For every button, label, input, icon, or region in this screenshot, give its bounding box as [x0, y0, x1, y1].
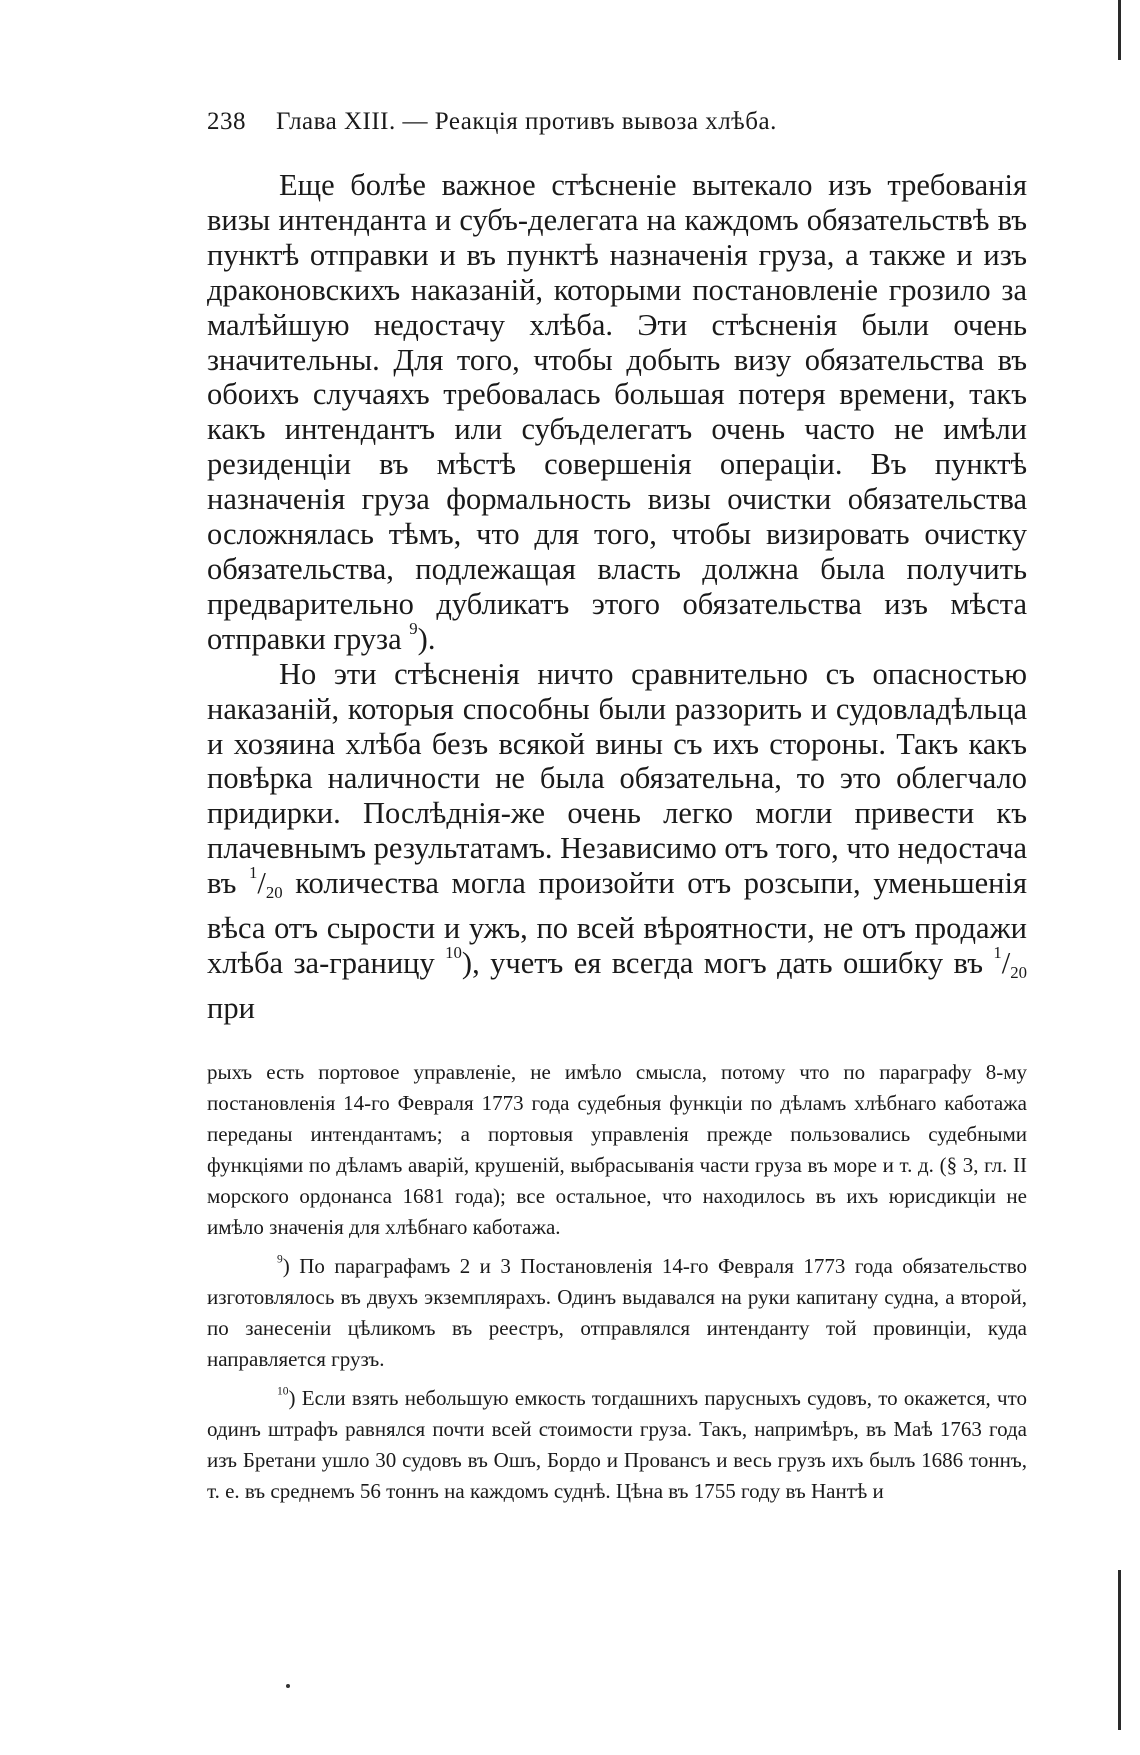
footnote-continuation: рыхъ есть портовое управленіе, не имѣло смысла, потому что по параграфу 8-му постановленія 14-го Февраля 1773 года судебныя функціи по дѣламъ хлѣбнаго каботажа переданы интендантамъ; а портовыя управленія прежде пользовались судебными функціями по дѣламъ аварій, крушеній, выбрасыванія части груза въ море и т. д. (§ 3, гл. II морского ордонанса 1681 года); все остальное, что находилось въ ихъ юрисдикціи не имѣло значенія для хлѣбнаго каботажа.	[207, 1060, 1027, 1239]
page-number: 238	[207, 108, 246, 135]
footnotes	[207, 1057, 1027, 1515]
paragraph-2	[207, 657, 1027, 1026]
scan-edge-mark	[1118, 1570, 1121, 1730]
paragraph-2-text-a: Но эти стѣсненія ничто сравнительно съ опасностью наказаній, которыя способны были раззорить и судовладѣльца и хозяина хлѣба безъ всякой вины съ ихъ стороны. Такъ какъ повѣрка наличности не была обязательна, то это облегчало придирки. Послѣднія-же очень легко могли привести къ плачевнымъ результатамъ. Независимо отъ того, что недостача въ	[207, 656, 1027, 901]
footnote-9-text: ) По параграфамъ 2 и 3 Постановленія 14-го Февраля 1773 года обязательство изготовлялось въ двухъ экземплярахъ. Одинъ выдавался на руки капитану судна, а второй, по занесеніи цѣликомъ въ реестръ, отправлялся интенданту той провинціи, куда направляется грузъ.	[207, 1254, 1027, 1371]
fraction-1-20: $^1$/20	[249, 863, 283, 903]
footnote-10-mark: 10	[277, 1385, 289, 1398]
paragraph-1-end: ).	[417, 621, 436, 656]
fraction-numerator: 1	[249, 863, 258, 883]
footnote-9	[207, 1251, 1027, 1375]
footnote-ref-9: 9	[409, 618, 418, 638]
paragraph-2-text-b: количества могла произойти отъ розсыпи, уменьшенія вѣса отъ сырости и ужъ, по всей вѣроятности, не отъ продажи хлѣба за-границу	[207, 866, 1027, 980]
running-header	[207, 108, 1027, 136]
paragraph-1-text: Еще болѣе важное стѣсненіе вытекало изъ требованія визы интенданта и субъ-делегата на каждомъ обязательствѣ въ пунктѣ отправки и въ пунктѣ назначенія груза, а также и изъ драконовскихъ наказаній, которыми постановленіе грозило за малѣйшую недостачу хлѣба. Эти стѣсненія были очень значительны. Для того, чтобы добыть визу обязательства въ обоихъ случаяхъ требовалась большая потеря времени, такъ какъ интендантъ или субъделегатъ очень часто не имѣли резиденціи въ мѣстѣ совершенія операціи. Въ пунктѣ назначенія груза формальность визы очистки обязательства осложнялась тѣмъ, что для того, чтобы визировать очистку обязательства, подлежащая власть должна была получить предварительно дубликатъ этого обязательства изъ мѣста отправки груза	[207, 168, 1027, 656]
fraction-denominator: 20	[265, 883, 283, 903]
running-title: Глава XIII. — Реакція противъ вывоза хлѣба.	[276, 108, 777, 135]
footnote-9-mark: 9	[277, 1253, 283, 1266]
footnote-ref-10: 10	[445, 942, 462, 962]
fraction-1-20-second: $^1$/20	[993, 942, 1028, 982]
scan-speck	[286, 1684, 290, 1688]
scan-edge-mark	[1118, 0, 1121, 60]
fraction-numerator: 1	[993, 942, 1002, 962]
paragraph-1	[207, 168, 1027, 657]
footnote-10	[207, 1383, 1027, 1507]
main-text	[207, 168, 1027, 1026]
paragraph-2-text-c: ), учетъ ея всегда могъ дать ошибку въ	[461, 945, 983, 980]
paragraph-2-text-d: при	[207, 990, 255, 1025]
footnote-10-text: ) Если взять небольшую емкость тогдашнихъ парусныхъ судовъ, то окажется, что одинъ штрафъ равнялся почти всей стоимости груза. Такъ, напримѣръ, въ Маѣ 1763 года изъ Бретани ушло 30 судовъ въ Ошъ, Бордо и Провансъ и весь грузъ ихъ былъ 1686 тоннъ, т. е. въ среднемъ 56 тоннъ на каждомъ суднѣ. Цѣна въ 1755 году въ Нантѣ и	[207, 1386, 1027, 1503]
fraction-denominator: 20	[1010, 963, 1028, 982]
